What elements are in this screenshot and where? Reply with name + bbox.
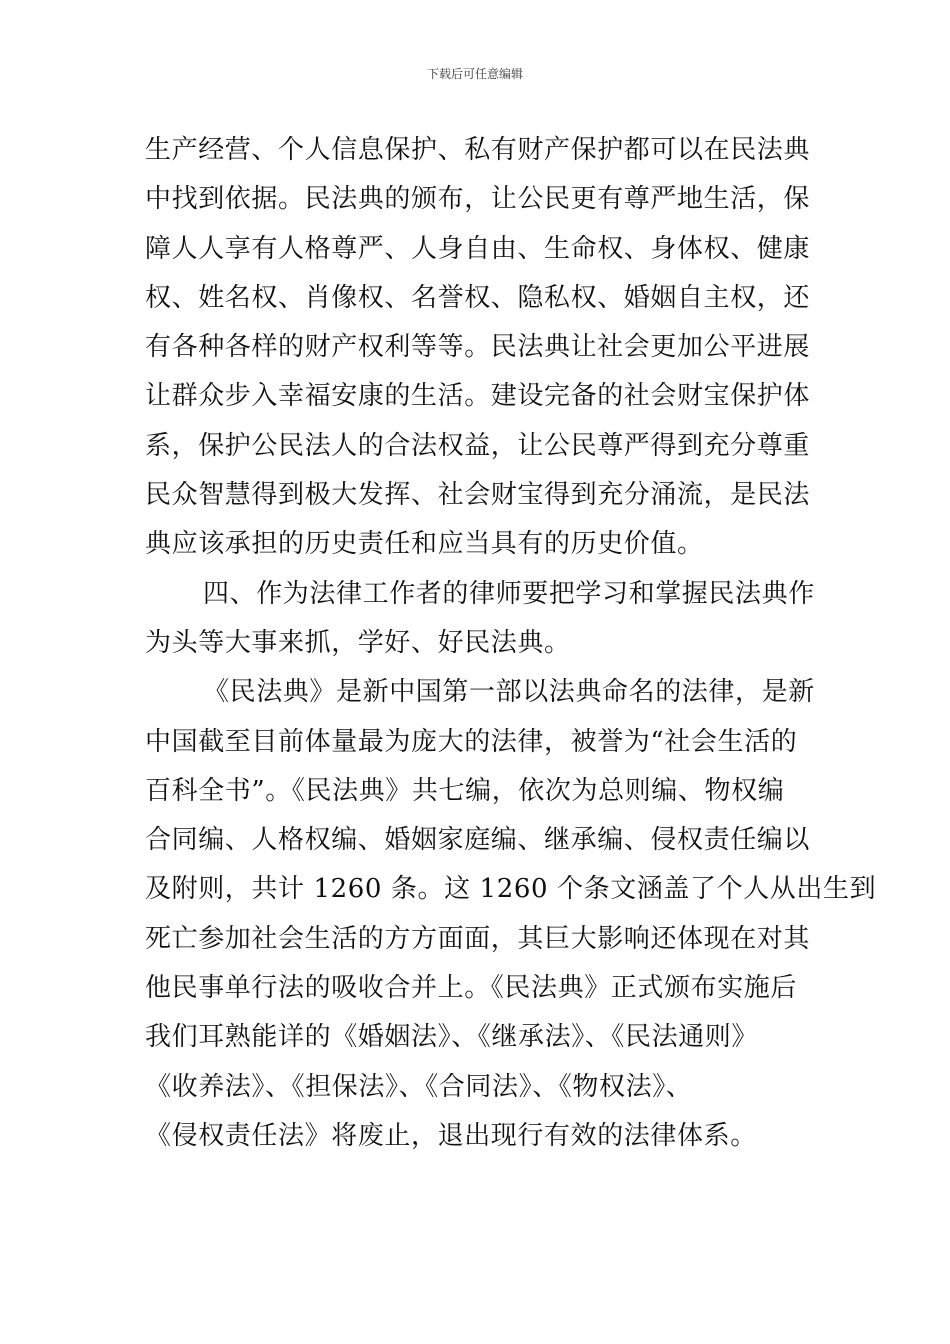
text-line: 《侵权责任法》将废止，退出现行有效的法律体系。 (145, 1120, 757, 1151)
text-line: 我们耳熟能详的《婚姻法》、《继承法》、《民法通则》 (145, 1022, 759, 1053)
section-heading-line: 为头等大事来抓，学好、好民法典。 (145, 627, 571, 658)
text-line: 《民法典》是新中国第一部以法典命名的法律，是新 (203, 677, 815, 708)
page-header-note: 下载后可任意编辑 (426, 67, 523, 81)
text-line: 民众智慧得到极大发挥、社会财宝得到充分涌流，是民法 (145, 480, 811, 511)
text-line: 障人人享有人格尊严、人身自由、生命权、身体权、健康 (145, 233, 811, 264)
text-line: 《收养法》、《担保法》、《合同法》、《物权法》、 (145, 1071, 693, 1102)
text-line: 死亡参加社会生活的方方面面，其巨大影响还体现在对其 (145, 923, 811, 954)
document-body (145, 126, 877, 1161)
text-line: 中国截至目前体量最为庞大的法律，被誉为“社会生活的 (145, 726, 798, 757)
text-line: 生产经营、个人信息保护、私有财产保护都可以在民法典 (145, 135, 811, 165)
section-heading-line: 四、作为法律工作者的律师要把学习和掌握民法典作 (203, 578, 815, 609)
text-line: 权、姓名权、肖像权、名誉权、隐私权、婚姻自主权，还 (145, 282, 811, 313)
text-line: 让群众步入幸福安康的生活。建设完备的社会财宝保护体 (145, 381, 811, 412)
text-line: 中找到依据。民法典的颁布，让公民更有尊严地生活，保 (145, 184, 811, 215)
text-line: 系，保护公民法人的合法权益，让公民尊严得到充分尊重 (145, 430, 811, 461)
text-line: 百科全书”。《民法典》共七编，依次为总则编、物权编 (145, 775, 785, 806)
text-line: 典应该承担的历史责任和应当具有的历史价值。 (145, 529, 704, 560)
text-line: 及附则，共计 1260 条。这 1260 个条文涵盖了个人从出生到 (145, 874, 877, 905)
text-line: 合同编、人格权编、婚姻家庭编、继承编、侵权责任编以 (145, 825, 811, 856)
text-line: 他民事单行法的吸收合并上。《民法典》正式颁布实施后 (145, 973, 798, 1004)
text-line: 有各种各样的财产权利等等。民法典让社会更加公平进展 (145, 332, 811, 363)
